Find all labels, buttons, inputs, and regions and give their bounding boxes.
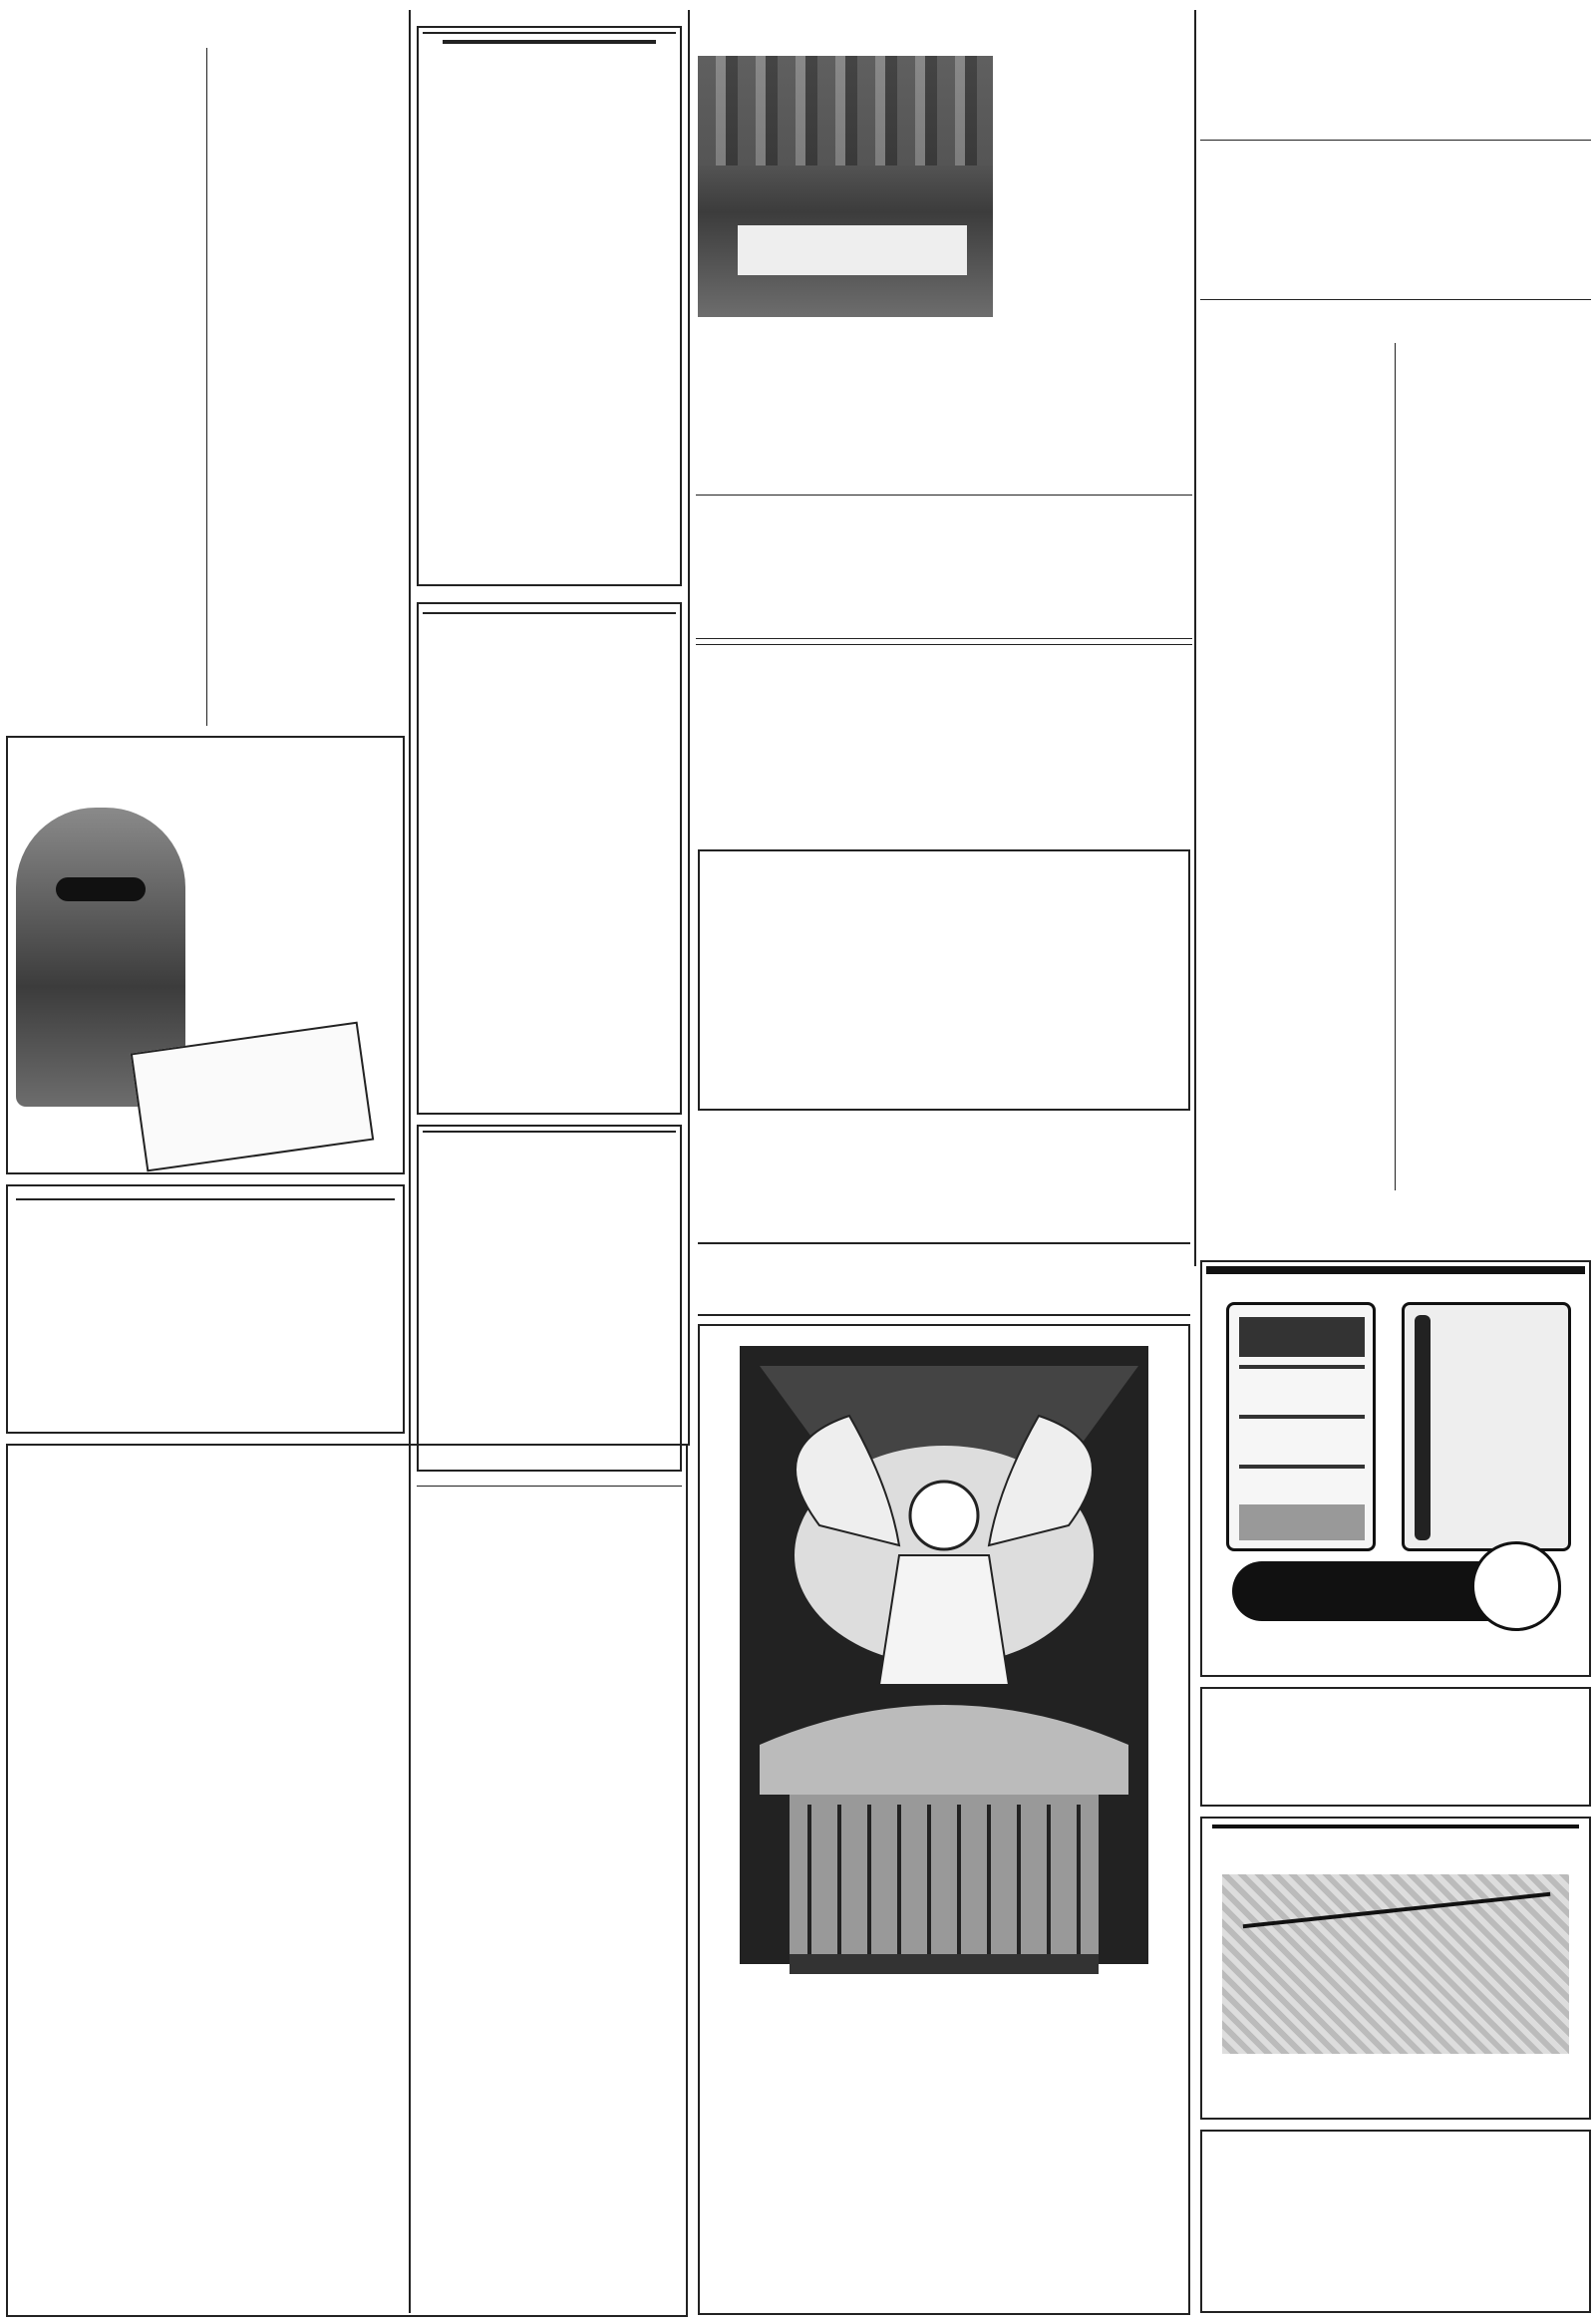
ad-thessaloniki-fair bbox=[698, 1324, 1190, 2315]
notice bbox=[8, 578, 203, 728]
notice bbox=[8, 395, 203, 574]
ad-top bbox=[1206, 1266, 1585, 1274]
column-rule bbox=[1194, 10, 1196, 1266]
divider bbox=[1200, 140, 1591, 141]
ad-seeds bbox=[698, 1250, 1190, 1316]
fridge-image bbox=[1402, 1302, 1571, 1551]
ad-sunglasses bbox=[6, 736, 405, 1174]
classifieds-column bbox=[1400, 343, 1589, 1190]
article-body bbox=[698, 526, 1190, 636]
film-title bbox=[443, 40, 656, 44]
ad-neotex-cashmere bbox=[1200, 1817, 1591, 2120]
divider bbox=[696, 638, 1192, 639]
notice bbox=[211, 590, 405, 730]
lottery-photo bbox=[698, 56, 993, 317]
divider bbox=[696, 495, 1192, 496]
puzzle-seven-differences bbox=[417, 1482, 682, 1611]
ad-plots bbox=[6, 1184, 405, 1434]
ad-title bbox=[16, 1192, 395, 1200]
price-circle bbox=[1471, 1541, 1561, 1631]
column-rule bbox=[1395, 343, 1396, 1190]
ad-duralex bbox=[698, 849, 1190, 1111]
cinema-title bbox=[423, 32, 676, 34]
angel-illustration bbox=[700, 1326, 1188, 2104]
theatre-title bbox=[423, 608, 676, 614]
column-rule bbox=[206, 48, 207, 726]
notice bbox=[8, 48, 203, 207]
lottery-numbers-board bbox=[738, 225, 967, 275]
ad-aigli-cinema bbox=[417, 26, 682, 586]
article-headline bbox=[696, 644, 1192, 645]
article-body bbox=[1003, 10, 1188, 493]
ad-title bbox=[423, 1131, 676, 1133]
article-body bbox=[698, 333, 993, 493]
article-body bbox=[698, 672, 1190, 839]
spacer bbox=[1003, 60, 1188, 61]
article-body bbox=[1202, 50, 1589, 136]
classifieds-column bbox=[1202, 343, 1392, 1190]
notice-schenker bbox=[698, 1121, 1190, 1244]
ad-bosch-fridge bbox=[1200, 1260, 1591, 1677]
ad-cars bbox=[417, 1125, 682, 1472]
ad-palmolive bbox=[1200, 2130, 1591, 2313]
doctor-notice bbox=[417, 1486, 682, 1489]
article-body bbox=[1202, 175, 1589, 295]
fridge-image bbox=[1226, 1302, 1376, 1551]
divider bbox=[1200, 299, 1591, 300]
notice bbox=[211, 48, 405, 403]
notice bbox=[8, 211, 203, 391]
ad-fahr-harvesters bbox=[1200, 1687, 1591, 1807]
ad-top bbox=[1212, 1825, 1579, 1828]
ad-pallas-theatre bbox=[417, 602, 682, 1115]
notice bbox=[211, 407, 405, 586]
fabric-pattern bbox=[1222, 1874, 1569, 2054]
column-rule bbox=[688, 10, 690, 1446]
